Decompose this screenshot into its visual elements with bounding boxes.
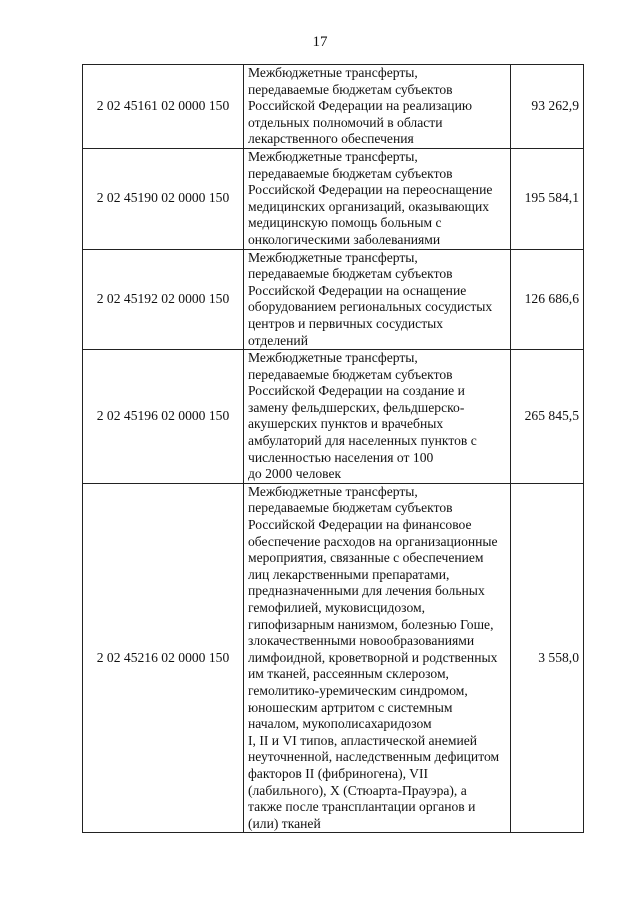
description-line: оборудованием региональных сосудистых <box>248 299 493 315</box>
description-line: I, II и VI типов, апластической анемией <box>248 732 478 748</box>
description-line: центров и первичных сосудистых <box>248 315 444 331</box>
budget-code-cell: 2 02 45190 02 0000 150 <box>83 148 244 249</box>
budget-code-cell: 2 02 45196 02 0000 150 <box>83 350 244 484</box>
description-line: также после трансплантации органов и <box>248 799 476 815</box>
page-number: 17 <box>312 34 328 50</box>
description-line: онкологическими заболеваниями <box>248 231 441 247</box>
description-line: численностью населения от 100 <box>248 449 434 465</box>
description-cell <box>244 350 511 484</box>
description-line: лиц лекарственными препаратами, <box>248 566 450 582</box>
description-line: отделений <box>248 332 308 348</box>
description-cell <box>244 249 511 350</box>
description-line: гипофизарным нанизмом, болезнью Гоше, <box>248 616 494 632</box>
description-line: передаваемые бюджетам субъектов <box>248 500 453 516</box>
description-line: Российской Федерации на реализацию <box>248 98 473 114</box>
description-line: злокачественными новообразованиями <box>248 633 475 649</box>
description-cell <box>244 65 511 149</box>
description-line: Межбюджетные трансферты, <box>248 483 418 499</box>
description-line: Российской Федерации на создание и <box>248 383 465 399</box>
budget-code-cell: 2 02 45161 02 0000 150 <box>83 65 244 149</box>
description-line: (или) тканей <box>248 815 321 831</box>
description-line: передаваемые бюджетам субъектов <box>248 81 453 97</box>
amount-cell: 265 845,5 <box>511 350 584 484</box>
description-line: Российской Федерации на переоснащение <box>248 182 493 198</box>
amount-cell: 126 686,6 <box>511 249 584 350</box>
description-line: замену фельдшерских, фельдшерско- <box>248 399 465 415</box>
description-line: до 2000 человек <box>248 466 342 482</box>
description-line: лимфоидной, кроветворной и родственных <box>248 649 498 665</box>
description-line: Межбюджетные трансферты, <box>248 65 418 80</box>
description-cell <box>244 483 511 832</box>
description-cell <box>244 148 511 249</box>
budget-code-cell: 2 02 45192 02 0000 150 <box>83 249 244 350</box>
table-row <box>83 350 584 484</box>
description-line: лекарственного обеспечения <box>248 131 414 147</box>
description-line: Межбюджетные трансферты, <box>248 350 418 366</box>
description-line: (лабильного), X (Стюарта-Прауэра), а <box>248 782 467 798</box>
description-line: отдельных полномочий в области <box>248 114 443 130</box>
description-line: передаваемые бюджетам субъектов <box>248 266 453 282</box>
description-line: юношеским артритом с системным <box>248 699 453 715</box>
description-line: передаваемые бюджетам субъектов <box>248 366 453 382</box>
description-line: предназначенными для лечения больных <box>248 583 485 599</box>
table-row <box>83 483 584 832</box>
description-line: медицинских организаций, оказывающих <box>248 198 490 214</box>
description-line: передаваемые бюджетам субъектов <box>248 165 453 181</box>
description-line: им тканей, рассеянным склерозом, <box>248 666 449 682</box>
description-line: гемолитико-уремическим синдромом, <box>248 682 468 698</box>
description-line: мероприятия, связанные с обеспечением <box>248 550 484 566</box>
budget-transfers-table <box>82 64 584 833</box>
description-line: обеспечение расходов на организационные <box>248 533 498 549</box>
description-line: неуточненной, наследственным дефицитом <box>248 749 500 765</box>
description-line: Российской Федерации на финансовое <box>248 517 472 533</box>
amount-cell: 93 262,9 <box>511 65 584 149</box>
description-line: медицинскую помощь больным с <box>248 215 442 231</box>
budget-code-cell: 2 02 45216 02 0000 150 <box>83 483 244 832</box>
description-line: амбулаторий для населенных пунктов с <box>248 433 477 449</box>
table-row <box>83 65 584 149</box>
table-row <box>83 148 584 249</box>
description-line: акушерских пунктов и врачебных <box>248 416 444 432</box>
description-line: началом, мукополисахаридозом <box>248 716 432 732</box>
description-line: Межбюджетные трансферты, <box>248 249 418 265</box>
amount-cell: 195 584,1 <box>511 148 584 249</box>
description-line: гемофилией, муковисцидозом, <box>248 600 426 615</box>
table-row <box>83 249 584 350</box>
amount-cell: 3 558,0 <box>511 483 584 832</box>
description-line: Российской Федерации на оснащение <box>248 282 467 298</box>
description-line: факторов II (фибриногена), VII <box>248 765 429 781</box>
description-line: Межбюджетные трансферты, <box>248 148 418 164</box>
